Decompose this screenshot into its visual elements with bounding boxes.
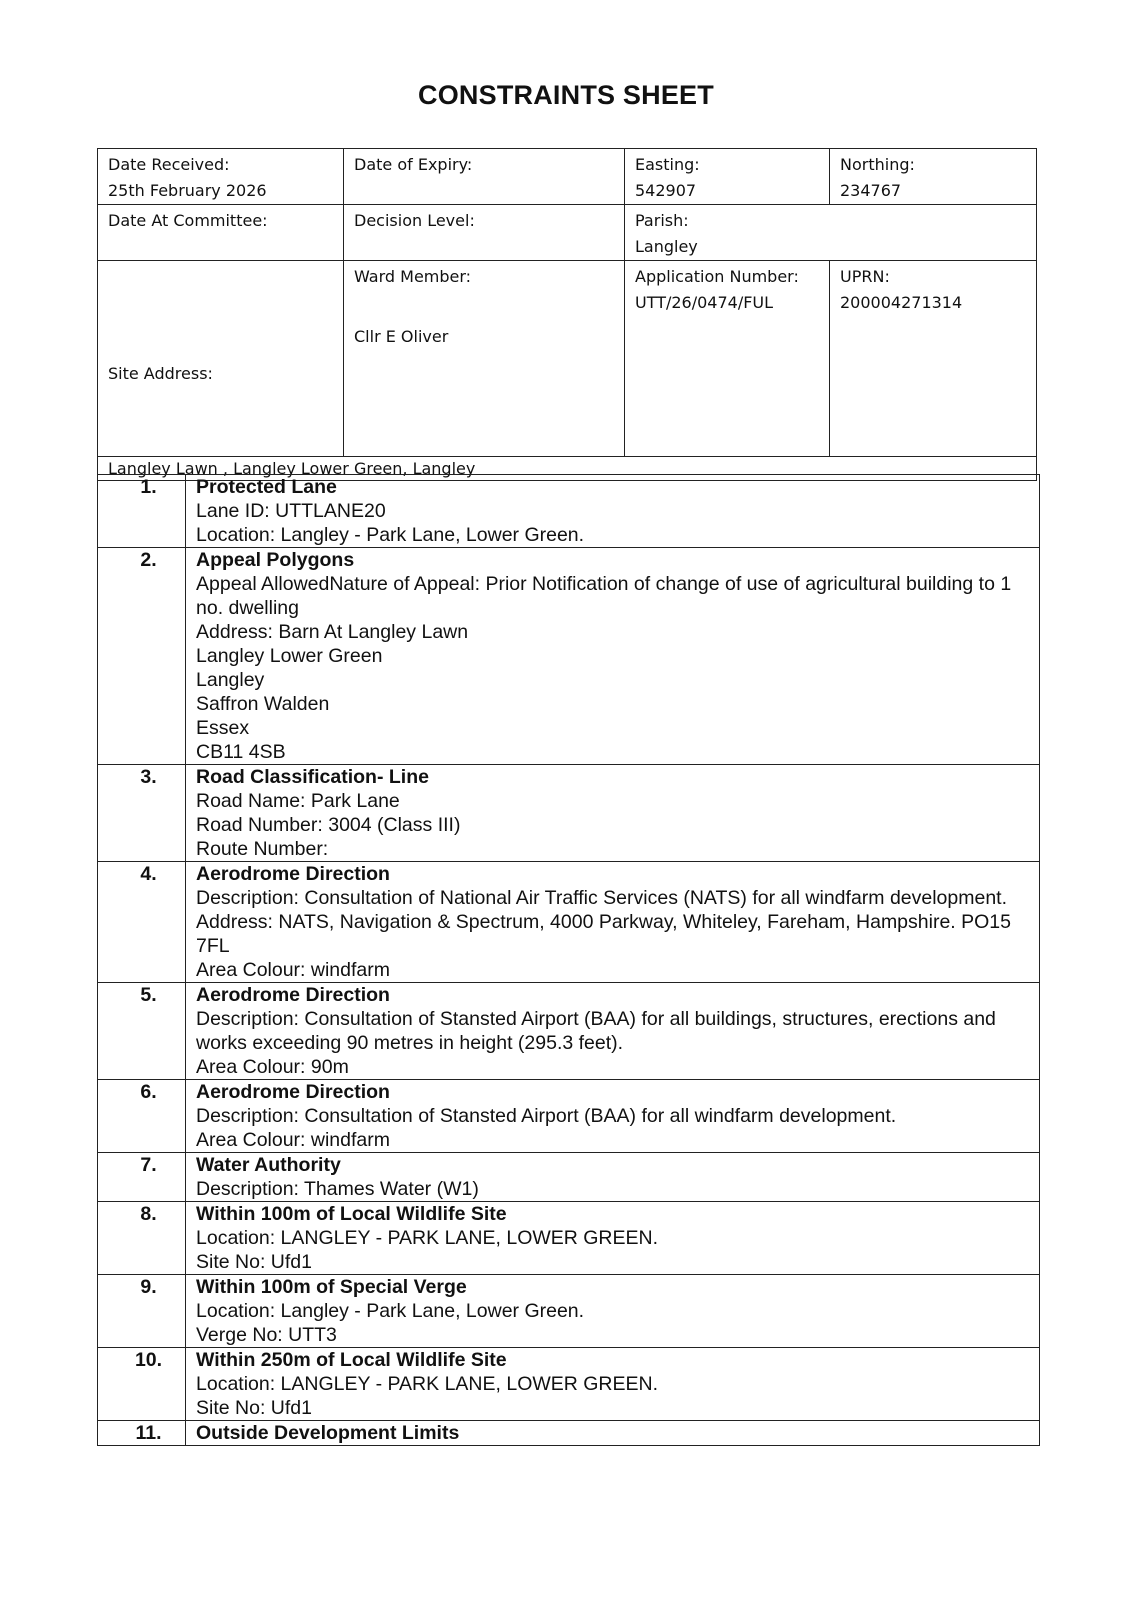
constraint-number: 10. [134,1349,163,1371]
constraint-detail-line: Essex [196,717,250,739]
constraint-number: 2. [140,549,157,571]
constraint-row [98,765,1040,862]
constraint-row [98,548,1040,765]
site-address-label: Site Address: [108,363,213,383]
constraint-number: 3. [140,766,157,788]
northing-value: 234767 [840,181,902,200]
constraint-detail-line: Description: Consultation of Stansted Airport (BAA) for all buildings, structures, erections and works exceeding 90 metres in height (295.3 feet). [196,1008,996,1054]
date-received-cell [98,149,344,205]
page-title: CONSTRAINTS SHEET [418,80,714,110]
date-of-expiry-cell [344,149,625,205]
constraint-number-cell [98,765,186,862]
uprn-value: 200004271314 [840,293,963,312]
constraint-detail-line: Lane ID: UTTLANE20 [196,500,386,522]
constraint-title: Within 100m of Special Verge [196,1276,467,1298]
constraint-detail-line: Description: Consultation of Stansted Airport (BAA) for all windfarm development. [196,1105,897,1127]
constraint-detail-line: CB11 4SB [196,741,286,763]
constraint-detail-line: Location: LANGLEY - PARK LANE, LOWER GREEN. [196,1373,659,1395]
constraint-number: 7. [140,1154,157,1176]
constraint-detail-line: Site No: Ufd1 [196,1397,312,1419]
constraint-number: 8. [140,1203,157,1225]
constraint-detail-line: Area Colour: windfarm [196,1129,390,1151]
constraint-number-cell [98,1153,186,1202]
constraint-detail-line: Appeal AllowedNature of Appeal: Prior Notification of change of use of agricultural building to 1 no. dwelling [196,573,1012,619]
northing-label: Northing: [840,155,915,174]
constraint-body-cell [186,1153,1040,1202]
constraint-title: Appeal Polygons [196,549,355,571]
constraint-row [98,1202,1040,1275]
easting-cell [625,149,830,205]
ward-member-value: Cllr E Oliver [354,327,449,346]
parish-label: Parish: [635,211,689,230]
decision-level-cell [344,205,625,261]
date-of-expiry-label: Date of Expiry: [354,155,473,174]
constraint-row [98,1348,1040,1421]
constraint-title: Aerodrome Direction [196,863,390,885]
constraint-title: Within 100m of Local Wildlife Site [196,1203,507,1225]
constraint-number: 6. [140,1081,157,1103]
constraint-detail-line: Area Colour: 90m [196,1056,349,1078]
easting-label: Easting: [635,155,700,174]
constraint-body-cell [186,983,1040,1080]
application-details-table [97,148,1037,481]
constraint-detail-line: Saffron Walden [196,693,330,715]
constraint-detail-line: Verge No: UTT3 [196,1324,337,1346]
constraint-body-cell [186,1421,1040,1446]
constraint-detail-line: Address: NATS, Navigation & Spectrum, 4000 Parkway, Whiteley, Fareham, Hampshire. PO15 7FL [196,911,1011,957]
constraint-number-cell [98,475,186,548]
northing-cell [830,149,1037,205]
constraint-detail-line: Langley [196,669,265,691]
constraint-title: Within 250m of Local Wildlife Site [196,1349,507,1371]
parish-cell [625,205,1037,261]
application-number-value: UTT/26/0474/FUL [635,293,774,312]
constraint-number: 1. [140,476,157,498]
constraint-number: 5. [140,984,157,1006]
constraint-body-cell [186,475,1040,548]
constraint-body-cell [186,1080,1040,1153]
application-number-label: Application Number: [635,267,799,286]
constraint-number: 11. [135,1422,162,1444]
constraint-number-cell [98,1348,186,1421]
constraint-row [98,1421,1040,1446]
date-at-committee-label: Date At Committee: [108,211,268,230]
constraint-number-cell [98,1202,186,1275]
site-address-label-cell [98,261,344,457]
constraint-detail-line: Description: Thames Water (W1) [196,1178,479,1200]
constraint-detail-line: Langley Lower Green [196,645,383,667]
constraint-number-cell [98,862,186,983]
constraint-number-cell [98,1275,186,1348]
date-at-committee-cell [98,205,344,261]
constraint-title: Water Authority [196,1154,341,1176]
constraint-title: Aerodrome Direction [196,1081,390,1103]
constraint-row [98,1080,1040,1153]
date-received-label: Date Received: [108,155,230,174]
parish-value: Langley [635,237,698,256]
constraint-detail-line: Location: Langley - Park Lane, Lower Green. [196,1300,585,1322]
constraint-row [98,862,1040,983]
constraint-row [98,1153,1040,1202]
decision-level-label: Decision Level: [354,211,475,230]
constraint-body-cell [186,1202,1040,1275]
constraint-detail-line: Location: LANGLEY - PARK LANE, LOWER GREEN. [196,1227,659,1249]
constraint-detail-line: Location: Langley - Park Lane, Lower Green. [196,524,585,546]
constraint-detail-line: Road Number: 3004 (Class III) [196,814,461,836]
constraint-number-cell [98,983,186,1080]
constraint-body-cell [186,548,1040,765]
constraint-title: Aerodrome Direction [196,984,390,1006]
constraint-detail-line: Area Colour: windfarm [196,959,390,981]
constraint-detail-line: Description: Consultation of National Air Traffic Services (NATS) for all windfarm development. [196,887,1008,909]
constraint-body-cell [186,765,1040,862]
constraint-detail-line: Route Number: [196,838,329,860]
constraint-number: 4. [140,863,157,885]
uprn-label: UPRN: [840,267,890,286]
constraint-title: Outside Development Limits [196,1422,460,1444]
constraint-number-cell [98,1421,186,1446]
constraint-number-cell [98,1080,186,1153]
application-number-cell [625,261,830,457]
constraint-detail-line: Road Name: Park Lane [196,790,400,812]
constraint-row [98,1275,1040,1348]
constraint-title: Protected Lane [196,476,337,498]
site-address-value: Langley Lawn , Langley Lower Green, Langley [108,459,476,478]
constraint-body-cell [186,1275,1040,1348]
constraint-detail-line: Address: Barn At Langley Lawn [196,621,469,643]
uprn-cell [830,261,1037,457]
constraint-detail-line: Site No: Ufd1 [196,1251,312,1273]
ward-member-label: Ward Member: [354,267,472,286]
constraint-title: Road Classification- Line [196,766,429,788]
ward-member-cell [344,261,625,457]
constraint-row [98,475,1040,548]
constraint-row [98,983,1040,1080]
date-received-value: 25th February 2026 [108,181,267,200]
constraint-body-cell [186,862,1040,983]
constraint-body-cell [186,1348,1040,1421]
constraint-number: 9. [140,1276,157,1298]
easting-value: 542907 [635,181,697,200]
constraint-number-cell [98,548,186,765]
constraints-table [97,474,1040,1446]
